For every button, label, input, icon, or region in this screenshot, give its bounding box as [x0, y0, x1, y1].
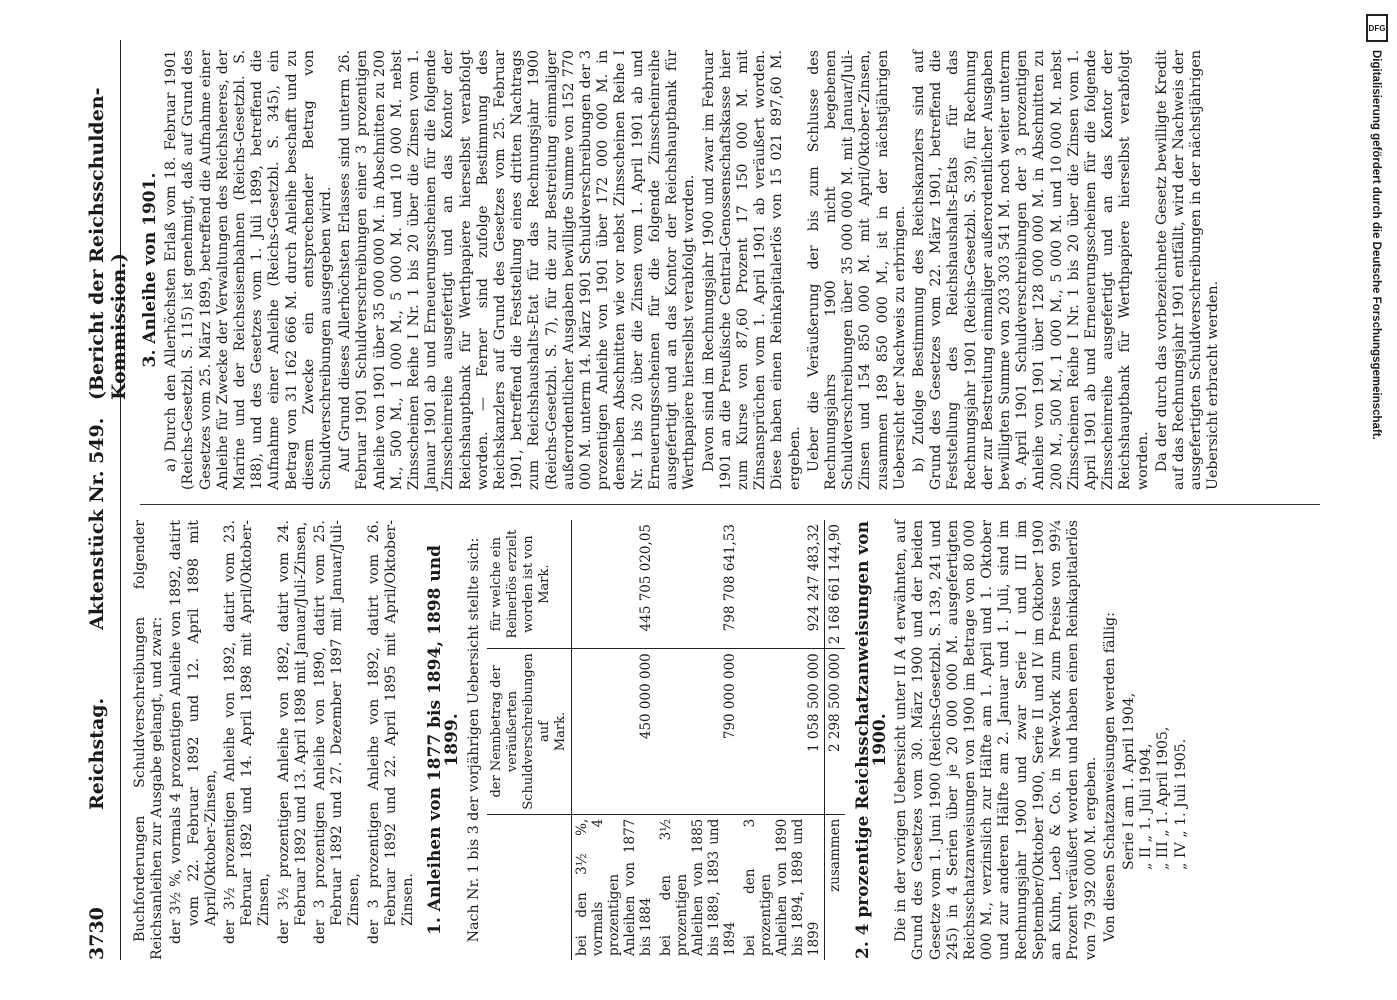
section-1-title: 1. Anleihen von 1877 bis 1894, 1898 und 1899. [425, 545, 463, 935]
page-header [80, 40, 130, 960]
table-row: bei den 3 prozentigen Anleihen von 1890 bis 1894, 1898 und 1899 1 058 500 000 924 247 483,32 [740, 520, 825, 960]
table-row: bei den 3½ %, vormals 4 prozentigen Anleihen von 1877 bis 1884 450 000 000 445 705 020,05 [571, 520, 656, 960]
table-row: bei den 3½ prozentigen Anleihen von 1885 bis 1889, 1893 und 1894 790 000 000 798 708 641,53 [656, 520, 740, 960]
list-item: der 3½ prozentigen Anleihe von 1892, datirt vom 24. Februar 1892 und 13. April 1898 mit Januar/Juli-Zinsen, [275, 520, 309, 944]
rotated-page [80, 40, 1340, 960]
series-item: „ IV „ 1. Juli 1905. [1172, 738, 1189, 870]
list-item: der 3 prozentigen Anleihe von 1890, datirt vom 25. Februar 1892 und 27. Dezember 1897 mit Januar/Juli-Zinsen, [312, 520, 363, 944]
series-item: „ II „ 1. Juli 1904, [1138, 743, 1155, 870]
list-item: der 3½ %, vormals 4 prozentigen Anleihe von 1892, datirt vom 22. Februar 1892 und 12. April 1898 mit April/Oktober-Zinsen, [168, 520, 219, 944]
table-header-nominal: der Nennbetrag der veräußerten Schuldverschreibungen auf Mark. [487, 649, 572, 815]
section-3-title: 3. Anleihe von 1901. [140, 172, 160, 368]
paragraph: b) Zufolge Bestimmung des Reichskanzlers sind auf Grund des Gesetzes vom 22. März 1901, betreffend die Feststellung des Reichshaushalts-Etats für das Rechnungsjahr 1901 (Reichs-Gesetzbl. S. 39), für Rechnung der zur Bestreitung einmaliger außerordentlicher Ausgaben bewilligten Summe von 203 303 541 M. noch weiter unterm 9. April 1901 Schuldverschreibungen der 3 prozentigen Anleihe von 1901 über 128 000 000 M. in Abschnitten zu 200 M., 500 M., 1 000 M., 5 000 M. und 10 000 M. nebst Zinsscheinen Reihe I Nr. 1 bis 20 über die Zinsen vom 1. April 1901 ab und Erneuerungsscheinen für die folgende Zinsscheinreihe ausgefertigt und an das Kontor der Reichshauptbank für Werthpapiere hierselbst verabfolgt worden. [910, 50, 1151, 490]
section-2-text: Die in der vorigen Uebersicht unter II A 4 erwähnten, auf Grund des Gesetzes vom 30. März 1900 und der beiden Gesetze vom 1. Juni 1900 (Reichs-Gesetzbl. S. 139, 241 und 245) in 4 Serien über je 20 000 000 M. ausgefertigten Reichsschatzanweisungen von 1900 im Betrage von 80 000 000 M., verzinslich zur Hälfte am 1. April und 1. Oktober und zur anderen Hälfte am 2. Januar und 1. Juli, sind im Rechnungsjahr 1900 und zwar Serie I und III im September/Oktober 1900, Serie II und IV im Oktober 1900 an Kuhn, Loeb & Co. in New-York zum Preise von 99¼ Prozent veräußert worden und haben einen Reinkapitalerlös von 79 392 000 M. ergeben. [893, 520, 1099, 960]
table-sum-row: zusammen 2 298 500 000 2 168 661 144,90 [824, 520, 845, 960]
column-divider [140, 504, 1320, 505]
intro-text: Buchforderungen Schuldverschreibungen folgender Reichsanleihen zur Ausgabe gelangt, und zwar: [132, 520, 166, 960]
paragraph: Ueber die Veräußerung der bis zum Schlusse des Rechnungsjahrs 1900 nicht begebenen Schuldverschreibungen über 35 000 000 M. mit Januar/Juli-Zinsen und 154 850 000 M. mit April/Oktober-Zinsen, zusammen 189 850 000 M., ist in der nächstjährigen Uebersicht der Nachweis zu erbringen. [805, 50, 908, 490]
list-item: der 3 prozentigen Anleihe von 1892, datirt vom 26. Februar 1892 und 22. April 1895 mit April/Oktober-Zinsen. [365, 520, 417, 944]
paragraph: Da der durch das vorbezeichnete Gesetz bewilligte Kredit auf das Rechnungsjahr 1901 entfällt, wird der Nachweis der ausgefertigten Schuldverschreibungen in der nächstjährigen Uebersicht erbracht werden. [1153, 50, 1222, 490]
list-item: der 3½ prozentigen Anleihe von 1892, datirt vom 23. Februar 1892 und 14. April 1898 mit April/Oktober-Zinsen, [222, 520, 273, 944]
left-column [132, 520, 1190, 960]
table-header-proceeds: für welche ein Reinerlös erzielt worden ist von Mark. [487, 520, 572, 649]
section-1-intro: Nach Nr. 1 bis 3 der vorjährigen Uebersicht stellte sich: [465, 537, 482, 943]
right-column [132, 50, 1225, 490]
series-item: „ III „ 1. April 1905, [1155, 726, 1172, 870]
paragraph: Auf Grund dieses Allerhöchsten Erlasses sind unterm 26. Februar 1901 Schuldverschreibungen einer 3 prozentigen Anleihe von 1901 über 35 000 000 M. in Abschnitten zu 200 M., 500 M., 1 000 M., 5 000 M. und 10 000 M. nebst Zinsscheinen Reihe I Nr. 1 bis 20 über die Zinsen vom 1. Januar 1901 ab und Erneuerungsscheinen für die folgende Zinsscheinreihe ausgefertigt und an das Kontor der Reichshauptbank für Werthpapiere hierselbst verabfolgt worden. — Ferner sind zufolge Bestimmung des Reichskanzlers auf Grund des Gesetzes vom 25. Februar 1901, betreffend die Feststellung eines dritten Nachtrags zum Reichshaushalts-Etat für das Rechnungsjahr 1900 (Reichs-Gesetzbl. S. 7), für die zur Bestreitung einmaliger außerordentlicher Ausgaben bewilligte Summe von 152 770 000 M. unterm 14. März 1901 Schuldverschreibungen der 3 prozentigen Anleihe von 1901 über 172 000 000 M. in denselben Abschnitten wie vor nebst Zinsscheinen Reihe I Nr. 1 bis 20 über die Zinsen vom 1. April 1901 ab und Erneuerungsscheinen für die folgende Zinsscheinreihe ausgefertigt und an das Kontor der Reichshauptbank für Werthpapiere hierselbst verabfolgt worden. [337, 50, 698, 490]
page-number: 3730 [86, 907, 108, 960]
section-2-title: 2. 4 prozentige Reichsschatzanweisungen von 1900. [852, 521, 891, 959]
page-title: Aktenstück Nr. 549. [86, 417, 108, 630]
dfg-logo: DFG [1366, 14, 1388, 42]
credit-text: Digitalisierung gefördert durch die Deutsche Forschungsgemeinschaft. [1370, 50, 1382, 440]
credit-sidebar [1358, 10, 1388, 990]
loan-table [487, 520, 845, 960]
series-item: Serie I am 1. April 1904, [1120, 692, 1137, 870]
paragraph: a) Durch den Allerhöchsten Erlaß vom 18. Februar 1901 (Reichs-Gesetzbl. S. 115) ist genehmigt, daß auf Grund des Gesetzes vom 25. März 1899, betreffend die Aufnahme einer Anleihe für Zwecke der Verwaltungen des Reichsheeres, der Marine und der Reichseisenbahnen (Reichs-Gesetzbl. S. 188), und des Gesetzes vom 1. Juli 1899, betreffend die Aufnahme einer Anleihe (Reichs-Gesetzbl. S. 345), ein Betrag von 31 162 666 M. durch Anleihe beschafft und zu diesem Zwecke ein entsprechender Betrag von Schuldverschreibungen ausgegeben wird. [163, 50, 335, 490]
header-left: Reichstag. [86, 697, 108, 810]
section-2-due: Von diesen Schatzanweisungen werden fällig: [1101, 612, 1118, 942]
paragraph: Davon sind im Rechnungsjahr 1900 und zwar im Februar 1901 an die Preußische Central-Genossenschaftskasse hier zum Kurse von 87,60 Prozent 17 150 000 M. mit Zinsansprüchen vom 1. April 1901 ab veräußert worden. Diese haben einen Reinkapitalerlös von 15 021 897,60 M. ergeben. [700, 50, 803, 490]
header-right: (Bericht der Reichsschulden-Kommission.) [86, 87, 130, 400]
